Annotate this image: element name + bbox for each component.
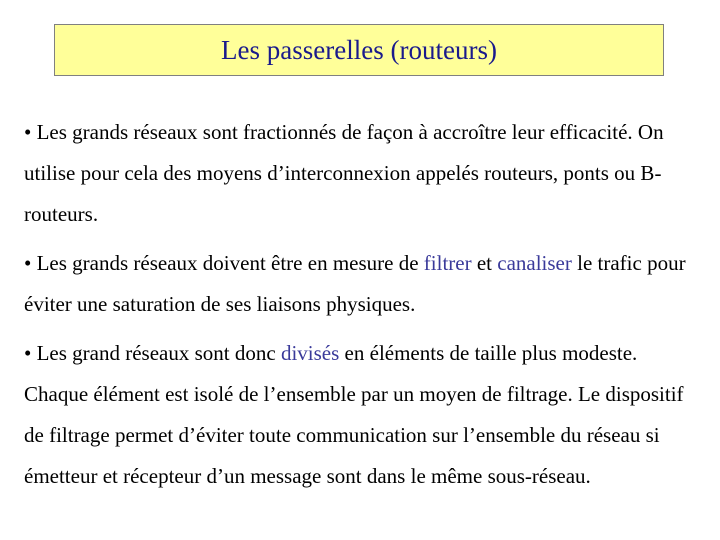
slide-title-box	[54, 24, 664, 76]
bullet-paragraph-3	[24, 333, 704, 497]
bullet-1-text: • Les grands réseaux sont fractionnés de façon à accroître leur efficacité. On utilise pour cela des moyens d’interconnexion appelés routeurs, ponts ou B-routeurs.	[24, 120, 664, 226]
bullet-2-text-end: le trafic pour éviter une saturation de ses liaisons physiques.	[24, 251, 686, 316]
highlight-filtrer: filtrer	[423, 251, 472, 275]
highlight-divises: divisés	[280, 341, 340, 365]
bullet-2-text-start: • Les grands réseaux doivent être en mesure de	[24, 251, 424, 275]
slide-title: Les passerelles (routeurs)	[221, 34, 497, 65]
bullet-2-text-mid: et	[471, 251, 498, 275]
highlight-canaliser: canaliser	[497, 251, 572, 275]
bullet-3-text-end: en éléments de taille plus modeste. Chaque élément est isolé de l’ensemble par un moyen de filtrage. Le dispositif de filtrage permet d’éviter toute communication sur l’ensemble du réseau si émetteur et récepteur d’un message sont dans le même sous-réseau.	[24, 341, 684, 488]
bullet-3-text-start: • Les grand réseaux sont donc	[24, 341, 281, 365]
slide-body	[24, 112, 704, 505]
bullet-paragraph-2	[24, 243, 704, 325]
bullet-paragraph-1	[24, 112, 704, 235]
